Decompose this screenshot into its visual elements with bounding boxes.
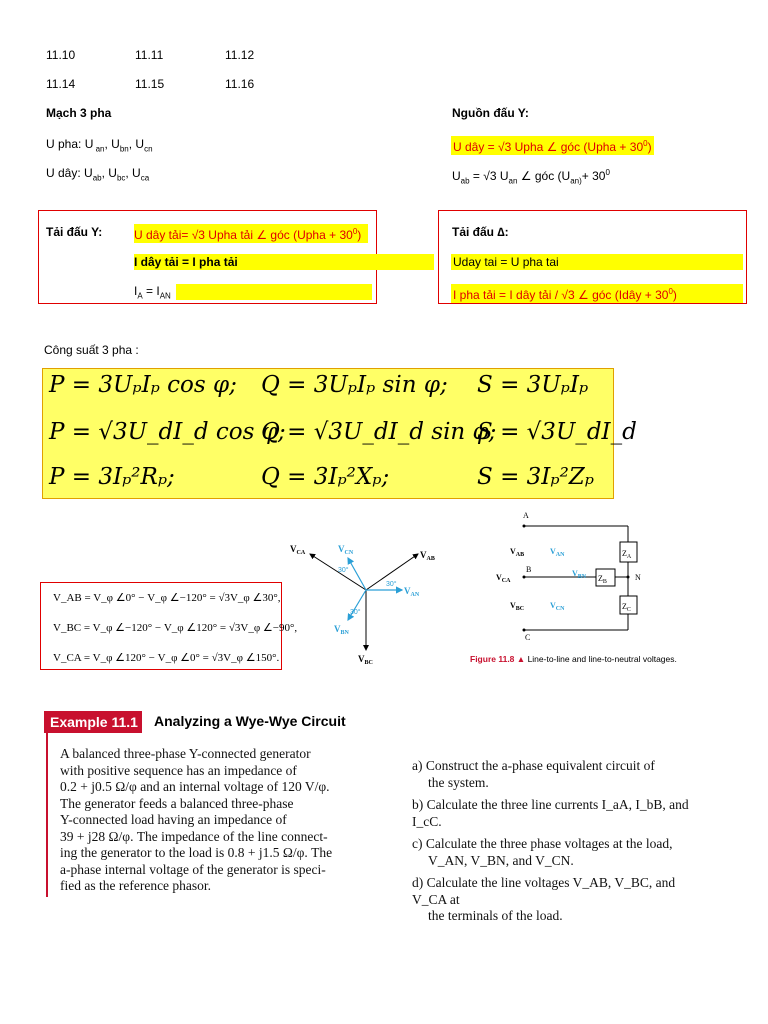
example-rule (46, 733, 48, 897)
t: ) (672, 288, 677, 302)
example-badge: Example 11.1 (44, 711, 142, 733)
task-line: the terminals of the load. (428, 908, 563, 923)
sub: ab (460, 176, 470, 186)
y-load-title: Tải đấu Y: (46, 225, 103, 239)
vbn-label: $V_{BN}$ (572, 569, 587, 580)
triangle-icon: ▲ (514, 654, 526, 664)
vcn-vector (348, 558, 366, 590)
sup: 0 (352, 227, 358, 236)
formula-q: Q = √3U_dI_d sin φ; (261, 419, 497, 445)
body-line: The generator feeds a balanced three-phase (60, 795, 294, 811)
three-phase-title: Mạch 3 pha (46, 106, 112, 120)
van-label: $V_{AN}$ (550, 547, 565, 558)
formula-text: U dây = √3 Upha ∠ góc (Upha + 30 (453, 140, 644, 154)
y-load-voltage (134, 224, 368, 243)
formula-q: Q = 3Iₚ²Xₚ; (261, 464, 390, 490)
body-line: A balanced three-phase Y-connected generator (60, 746, 311, 761)
t: U dây tải= √3 Upha tải ∠ góc (Upha + 30 (134, 228, 353, 242)
caption-num: Figure 11.8 (470, 654, 515, 664)
phase-voltage-label: U pha: U (46, 137, 94, 151)
formula-p: P = 3Iₚ²Rₚ; (49, 464, 175, 490)
sub: AN (159, 291, 171, 301)
formula-s: S = 3Iₚ²Zₚ (477, 464, 594, 490)
label: $V_{AB}$ (420, 550, 435, 562)
vcn-label: $V_{CN}$ (550, 601, 565, 612)
body-line: ing the generator to the load is 0.8 + j1.5 Ω/φ. The (60, 845, 333, 860)
formula-p: P = 3UₚIₚ cos φ; (49, 372, 237, 398)
t: = √3 U (469, 169, 509, 183)
header-cell: 11.12 (225, 48, 255, 62)
t: I (134, 284, 138, 298)
header-cell: 11.10 (46, 48, 76, 62)
task-item (412, 758, 712, 791)
phasor-diagram (288, 536, 448, 668)
task-line: the system. (428, 774, 489, 790)
sub: an (95, 144, 105, 154)
phasor-eq: V_BC = V_φ ∠−120° − V_φ ∠120° = √3V_φ ∠−90°, (53, 622, 298, 634)
label: $V_{BN}$ (334, 624, 349, 636)
vab-label: $V_{AB}$ (510, 547, 525, 558)
t: ) (357, 228, 362, 242)
sub: A (137, 291, 143, 301)
sup: 0 (605, 168, 610, 177)
y-load-current: I dây tải = I pha tải (134, 254, 434, 270)
line-voltage-line: U dây: $U_{ab}$, $U_{bc}$, $U_{ca}$ (46, 166, 150, 183)
t: = I (142, 284, 160, 298)
phasor-eq: V_CA = V_φ ∠120° − V_φ ∠0° = √3V_φ ∠150°. (53, 652, 280, 664)
y-source-line-formula (451, 136, 654, 155)
node-a-label: A (523, 511, 529, 520)
task-item (412, 797, 712, 830)
label: $V_{CN}$ (338, 544, 354, 556)
header-cell: 11.16 (225, 77, 255, 91)
node-c-label: C (525, 633, 531, 642)
example-title: Analyzing a Wye-Wye Circuit (154, 713, 346, 729)
node-n-label: N (635, 573, 641, 582)
ia-formula (134, 284, 171, 303)
sub: bc (116, 173, 126, 183)
phasor-eq: V_AB = V_φ ∠0° − V_φ ∠−120° = √3V_φ ∠30°, (53, 592, 281, 604)
example-body (60, 746, 350, 895)
task-line: b) Calculate the three line currents I_aA, I_bB, and I_cC. (412, 797, 689, 829)
sub: ab (92, 173, 102, 183)
formula-s: S = 3UₚIₚ (477, 372, 589, 398)
delta-load-current (451, 284, 743, 303)
delta-load-title: Tải đấu ∆: (452, 225, 509, 239)
task-line: c) Calculate the three phase voltages at the load, (412, 836, 673, 851)
sub: an (508, 176, 518, 186)
figure-caption (470, 654, 677, 664)
formula-p: P = √3U_dI_d cos φ; (49, 419, 286, 445)
sub: ca (140, 173, 150, 183)
za-label: $Z_A$ (622, 549, 632, 560)
body-line: a-phase internal voltage of the generator is speci- (60, 861, 326, 877)
body-line: fied as the reference phasor. (60, 878, 212, 893)
circuit-figure (488, 508, 698, 656)
angle-label: 30° (350, 609, 361, 616)
sup: 0 (668, 287, 673, 296)
header-cell: 11.11 (135, 48, 164, 62)
example-tasks (412, 758, 712, 925)
node-b-label: B (526, 565, 532, 574)
node (627, 576, 630, 579)
zb-label: $Z_B$ (598, 574, 607, 585)
t: U (452, 169, 461, 183)
terminal (523, 629, 526, 632)
terminal (523, 576, 526, 579)
angle-label: 30° (386, 581, 397, 588)
body-line: 0.2 + j0.5 Ω/φ and an internal voltage of 120 V/φ. (60, 779, 330, 794)
vca-label: $V_{CA}$ (496, 573, 511, 584)
sub: an) (570, 176, 582, 186)
highlight-bar (176, 284, 372, 300)
task-line: a) Construct the a-phase equivalent circuit of (412, 758, 655, 773)
line-voltage-label: U dây: U (46, 166, 93, 180)
sub: bn (119, 144, 129, 154)
task-line: V_AN, V_BN, and V_CN. (428, 852, 574, 868)
task-line: d) Calculate the line voltages V_AB, V_BC, and V_CA at (412, 875, 676, 907)
label: $V_{CA}$ (290, 544, 306, 556)
y-source-title: Nguồn đấu Y: (452, 106, 529, 120)
task-item (412, 836, 712, 869)
header-cell: 11.14 (46, 77, 76, 91)
phase-voltage-line: U pha: U $_{an}$, $U_{bn}$, $U_{cn}$ (46, 137, 153, 154)
t: + 30 (581, 169, 606, 183)
zc-label: $Z_C$ (622, 602, 631, 613)
delta-load-voltage: Uday tai = U pha tai (451, 254, 743, 270)
t: I pha tải = I dây tải / √3 ∠ góc (Idây + 30 (453, 288, 669, 302)
terminal (523, 525, 526, 528)
power-label: Công suất 3 pha : (44, 343, 139, 357)
sub: cn (144, 144, 153, 154)
power-formula-box (42, 368, 637, 499)
body-line: 39 + j28 Ω/φ. The impedance of the line connect- (60, 828, 328, 844)
uab-formula (452, 166, 610, 188)
label: $V_{BC}$ (358, 654, 373, 666)
formula-q: Q = 3UₚIₚ sin φ; (261, 372, 448, 398)
label: $V_{AN}$ (404, 586, 420, 598)
body-line: with positive sequence has an impedance of (60, 762, 297, 778)
phasor-equations-box (40, 582, 298, 670)
task-item (412, 875, 712, 925)
angle-label: 30° (338, 567, 349, 574)
formula-end: ) (647, 140, 652, 154)
header-cell: 11.15 (135, 77, 165, 91)
body-line: Y-connected load having an impedance of (60, 812, 287, 827)
sup: 0 (643, 139, 648, 148)
formula-s: S = √3U_dI_d (477, 419, 637, 445)
t: ∠ góc (U (517, 169, 571, 183)
vbc-label: $V_{BC}$ (510, 601, 525, 612)
caption-text: Line-to-line and line-to-neutral voltages. (525, 654, 677, 664)
